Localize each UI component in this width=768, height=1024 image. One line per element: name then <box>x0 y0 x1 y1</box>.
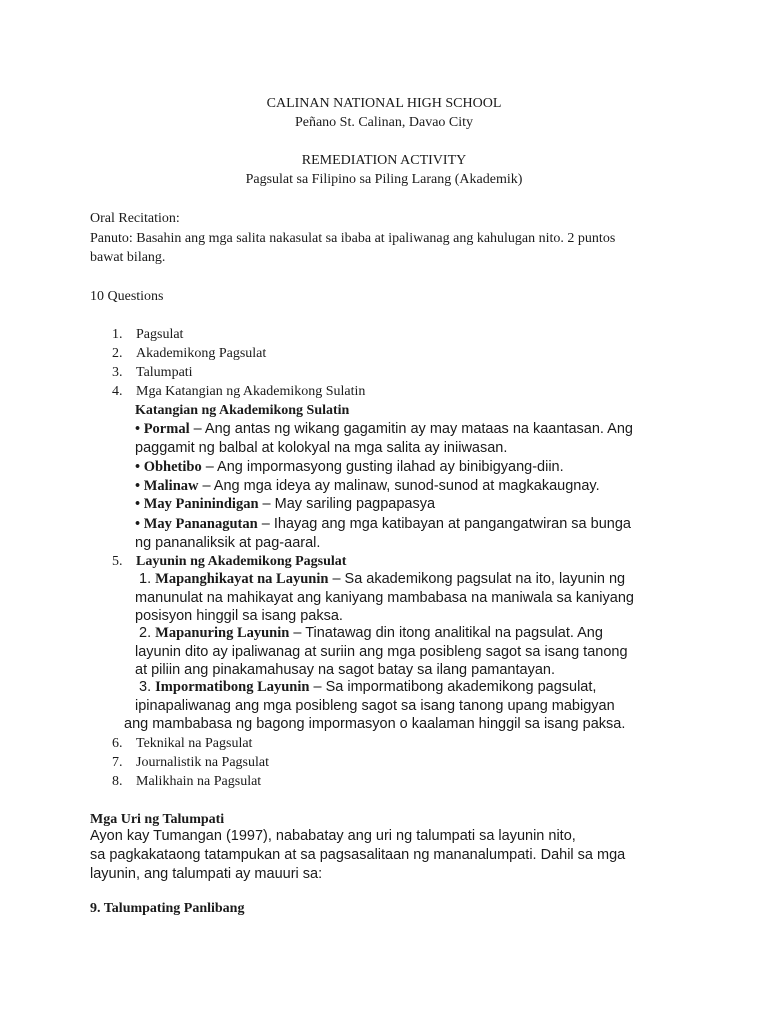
term-mapanghikayat: Mapanghikayat na Layunin <box>155 571 329 587</box>
impormatibo-text: – Sa impormatibong akademikong pagsulat, <box>309 679 597 695</box>
pormal-text-continued: paggamit ng balbal at kolokyal na mga salita ay iniiwasan. <box>135 439 508 456</box>
pananagutan-text-continued: ng pananaliksik at pag-aaral. <box>135 534 321 551</box>
layunin-mapanuri <box>135 624 675 680</box>
layunin-number: 1. <box>139 571 156 587</box>
list-text: Malikhain na Pagsulat <box>136 774 262 789</box>
layunin-number: 2. <box>139 625 156 641</box>
katangian-pormal <box>135 420 675 457</box>
pananagutan-text: – Ihayag ang mga katibayan at pangangatwiran sa bunga <box>257 516 631 532</box>
instructions-line-1: Panuto: Basahin ang mga salita nakasulat sa ibaba at ipaliwanag ang kahulugan nito. 2 puntos <box>90 231 616 246</box>
instructions <box>90 229 690 267</box>
term-paninindigan: • May Paninindigan <box>135 496 259 512</box>
school-name: CALINAN NATIONAL HIGH SCHOOL <box>266 96 502 111</box>
paninindigan-text: – May sariling pagpapasya <box>258 496 436 512</box>
list-number: 3. <box>112 365 123 380</box>
impormatibo-text-2: ipinapaliwanag ang mga posibleng sagot sa isang tanong upang mabigyan <box>135 697 615 714</box>
term-pananagutan: • May Pananagutan <box>135 516 258 532</box>
list-text: Akademikong Pagsulat <box>136 346 267 361</box>
list-number: 1. <box>112 327 123 342</box>
list-number: 5. <box>112 554 123 569</box>
katangian-heading: Katangian ng Akademikong Sulatin <box>135 403 350 418</box>
list-text: Mga Katangian ng Akademikong Sulatin <box>136 384 366 399</box>
mapanuri-text: – Tinatawag din itong analitikal na pagsulat. Ang <box>289 625 603 641</box>
talumpati-line-2: sa pagkakataong tatampukan at sa pagsasalitaan ng mananalumpati. Dahil sa mga <box>90 847 626 863</box>
term-impormatibo: Impormatibong Layunin <box>155 679 310 695</box>
term-mapanuri: Mapanuring Layunin <box>155 625 290 641</box>
section-9-heading: 9. Talumpating Panlibang <box>90 901 245 916</box>
list-text: Journalistik na Pagsulat <box>136 755 269 770</box>
katangian-pananagutan <box>135 515 675 552</box>
mapanghikayat-text: – Sa akademikong pagsulat na ito, layunin ng <box>328 571 626 587</box>
list-number: 8. <box>112 774 123 789</box>
layunin-mapanghikayat <box>135 570 675 626</box>
question-count: 10 Questions <box>90 289 164 304</box>
layunin-number: 3. <box>139 679 156 695</box>
pormal-text: – Ang antas ng wikang gagamitin ay may mataas na kaantasan. Ang <box>189 421 633 437</box>
impormatibo-text-3: ang mambabasa ng bagong impormasyon o kaalaman hinggil sa isang paksa. <box>124 716 626 732</box>
subject-title: Pagsulat sa Filipino sa Piling Larang (Akademik) <box>245 172 523 187</box>
term-malinaw: • Malinaw <box>135 478 199 494</box>
mapanuri-text-3: at piliin ang pinakamahusay na sagot batay sa ilang pamantayan. <box>135 662 555 678</box>
katangian-malinaw <box>135 477 675 496</box>
mapanghikayat-text-3: posisyon hinggil sa isang paksa. <box>135 608 343 624</box>
talumpati-line-1: Ayon kay Tumangan (1997), nababatay ang uri ng talumpati sa layunin nito, <box>90 828 576 844</box>
katangian-paninindigan <box>135 495 675 514</box>
list-number: 4. <box>112 384 123 399</box>
mapanuri-text-2: layunin dito ay ipaliwanag at suriin ang mga posibleng sagot sa isang tanong <box>135 643 628 660</box>
malinaw-text: – Ang mga ideya ay malinaw, sunod-sunod at magkakaugnay. <box>198 478 600 494</box>
list-number: 6. <box>112 736 123 751</box>
list-text: Pagsulat <box>136 327 184 342</box>
talumpati-paragraph <box>90 827 750 884</box>
list-number: 7. <box>112 755 123 770</box>
talumpati-line-3: layunin, ang talumpati ay mauuri sa: <box>90 866 323 882</box>
oral-recitation-label: Oral Recitation: <box>90 211 180 226</box>
term-pormal: • Pormal <box>135 421 190 437</box>
list-text: Layunin ng Akademikong Pagsulat <box>136 554 347 569</box>
school-address: Peñano St. Calinan, Davao City <box>294 115 474 130</box>
activity-title: REMEDIATION ACTIVITY <box>301 153 467 168</box>
list-text: Talumpati <box>136 365 193 380</box>
katangian-obhetibo <box>135 458 675 477</box>
layunin-impormatibo <box>135 678 675 715</box>
list-text: Teknikal na Pagsulat <box>136 736 253 751</box>
obhetibo-text: – Ang impormasyong gusting ilahad ay binibigyang-diin. <box>201 459 564 475</box>
term-obhetibo: • Obhetibo <box>135 459 202 475</box>
list-number: 2. <box>112 346 123 361</box>
mapanghikayat-text-2: manunulat na mahikayat ang kaniyang mambabasa na maniwala sa kaniyang <box>135 589 634 606</box>
instructions-line-2: bawat bilang. <box>90 250 166 265</box>
talumpati-heading: Mga Uri ng Talumpati <box>90 812 225 827</box>
